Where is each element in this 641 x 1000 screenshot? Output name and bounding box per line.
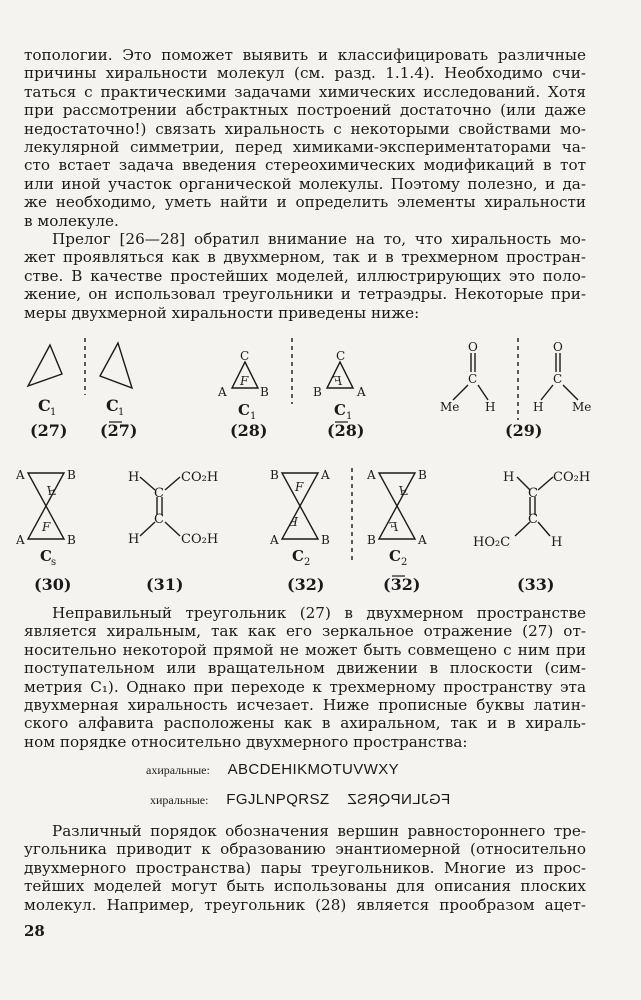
- text-line: лекулярной симметрии, перед химиками-экспериментаторами ча-: [24, 138, 586, 157]
- symmetry-sub: 1: [50, 407, 57, 418]
- atom-label: O: [553, 340, 563, 354]
- vertex-label: A: [357, 385, 366, 399]
- vertex-label: A: [367, 468, 376, 482]
- chiral-label: хиральные:: [150, 793, 209, 807]
- text-line: является хиральным, так как его зеркальное отражение (27) от-: [24, 622, 586, 641]
- vertex-label: B: [418, 468, 427, 482]
- text-line: поступательном или вращательном движении в плоскости (сим-: [24, 659, 586, 678]
- atom-label: C: [154, 486, 164, 501]
- compound-number: (29): [505, 421, 543, 440]
- symmetry-c1: C: [238, 401, 250, 419]
- atom-label: Me: [572, 400, 592, 414]
- letter-f-flipped: F: [47, 483, 56, 497]
- paragraph-4: [24, 822, 586, 914]
- achiral-label: ахиральные:: [146, 763, 210, 777]
- vertex-label: B: [321, 533, 330, 547]
- letter-f-rotated: F: [289, 514, 298, 528]
- atom-label: O: [468, 340, 478, 354]
- compound-number: (28): [230, 421, 268, 440]
- symmetry-sub: 1: [346, 411, 353, 422]
- compound-number: (32): [383, 575, 421, 594]
- text-line: жение, он использовал треугольники и тетраэдры. Некоторые при-: [24, 285, 586, 304]
- text-line: меры двухмерной хиральности приведены ниже:: [24, 303, 420, 322]
- atom-label: C: [528, 486, 538, 501]
- symmetry-sub: 2: [401, 557, 408, 568]
- text-line: стве. В качестве простейших моделей, иллюстрирующих это поло-: [24, 266, 586, 285]
- triangle-27: [28, 345, 62, 386]
- symmetry-c2: C: [292, 547, 304, 565]
- text-line: Различный порядок обозначения вершин равностороннего тре-: [52, 822, 586, 840]
- compound-number: (30): [34, 575, 72, 594]
- symmetry-cs: C: [40, 547, 52, 565]
- vertex-label: B: [270, 468, 279, 482]
- text-line: ном порядке относительно двухмерного пространства:: [24, 732, 468, 751]
- compound-number: (27): [30, 421, 68, 440]
- letter-f-mirrored: F: [389, 520, 398, 534]
- atom-label: H: [128, 532, 140, 547]
- atom-label: H: [533, 400, 544, 414]
- symmetry-c2: C: [389, 547, 401, 565]
- triangle-27-mirror: [100, 343, 132, 388]
- symmetry-sub: 1: [118, 407, 125, 418]
- vertex-label: B: [313, 385, 322, 399]
- atom-label: Me: [440, 400, 460, 414]
- vertex-label: B: [67, 468, 76, 482]
- letter-f: F: [240, 374, 249, 388]
- page-number: 28: [24, 922, 45, 940]
- text-line: угольника приводит к образованию энантиомерной (относительно: [24, 840, 586, 859]
- achiral-letters-row: [146, 761, 399, 778]
- text-line: сто встает задача введения стереохимических модификаций в тот: [24, 156, 586, 175]
- chiral-letters-mirrored: FGJLNPQRSZ: [347, 791, 451, 808]
- vertex-label: C: [240, 349, 250, 363]
- text-line: недостаточно!) связать хиральность с некоторыми свойствами мо-: [24, 119, 586, 138]
- atom-label: H: [551, 535, 563, 550]
- letter-f-mirrored: F: [333, 374, 342, 388]
- atom-label: H: [485, 400, 496, 414]
- text-line: жет проявляться как в двухмерном, так и в трехмерном простран-: [24, 248, 586, 267]
- symmetry-sub: 2: [304, 557, 311, 568]
- compound-number: (28): [327, 421, 365, 440]
- symmetry-sub: 1: [250, 411, 257, 422]
- text-line: таться с практическими задачами химических исследований. Хотя: [24, 82, 586, 101]
- vertex-label: A: [418, 533, 427, 547]
- vertex-label: B: [260, 385, 269, 399]
- symmetry-c1: C: [38, 396, 51, 415]
- vertex-label: B: [67, 533, 76, 547]
- symmetry-c1: C: [106, 396, 119, 415]
- atom-label: C: [468, 372, 478, 386]
- achiral-letters: ABCDEHIKMOTUVWXY: [227, 761, 400, 778]
- text-line: двухмерная хиральность исчезает. Ниже прописные буквы латин-: [24, 696, 586, 715]
- symmetry-c1: C: [334, 401, 346, 419]
- text-line: в молекуле.: [24, 211, 119, 230]
- atom-label: HO₂C: [473, 535, 511, 550]
- compound-number: (33): [517, 575, 555, 594]
- text-line: при рассмотрении абстрактных построений достаточно (или даже: [24, 101, 586, 120]
- paragraph-3: [24, 604, 586, 751]
- atom-label: C: [553, 372, 563, 386]
- text-line: носительно некоторой прямой не может быть совмещено с ним при: [24, 640, 586, 659]
- letter-f: F: [295, 480, 304, 494]
- symmetry-sub: s: [51, 557, 57, 568]
- atom-label: H: [128, 470, 140, 485]
- chiral-letters-row: [150, 791, 450, 808]
- atom-label: CO₂H: [181, 532, 219, 547]
- chiral-letters: FGJLNPQRSZ: [226, 791, 330, 808]
- letter-f-flipped: F: [399, 483, 408, 497]
- text-line: же необходимо, уметь найти и определить элементы хиральности: [24, 193, 586, 212]
- atom-label: H: [503, 470, 515, 485]
- compound-number: (27): [100, 421, 138, 440]
- vertex-label: A: [16, 468, 25, 482]
- atom-label: C: [154, 512, 164, 527]
- vertex-label: A: [218, 385, 227, 399]
- atom-label: CO₂H: [553, 470, 591, 485]
- atom-label: C: [528, 512, 538, 527]
- vertex-label: A: [270, 533, 279, 547]
- text-line: причины хиральности молекул (см. разд. 1.1.4). Необходимо счи-: [24, 64, 586, 83]
- text-line: молекул. Например, треугольник (28) является прообразом ацет-: [24, 895, 586, 914]
- text-line: метрия C₁). Однако при переходе к трехмерному пространству эта: [24, 677, 586, 696]
- vertex-label: A: [321, 468, 330, 482]
- compound-number: (31): [146, 575, 184, 594]
- text-line: или иной участок органической молекулы. Поэтому полезно, и да-: [24, 174, 586, 193]
- vertex-label: B: [367, 533, 376, 547]
- text-line: топологии. Это поможет выявить и классифицировать различные: [24, 46, 586, 64]
- vertex-label: A: [16, 533, 25, 547]
- text-line: Прелог [26—28] обратил внимание на то, что хиральность мо-: [52, 230, 586, 248]
- text-line: ского алфавита расположены как в ахиральном, так и в хираль-: [24, 714, 586, 733]
- text-line: тейших моделей могут быть использованы для описания плоских: [24, 877, 586, 896]
- text-line: Неправильный треугольник (27) в двухмерном пространстве: [52, 604, 586, 622]
- vertex-label: C: [336, 349, 346, 363]
- compound-number: (32): [287, 575, 325, 594]
- atom-label: CO₂H: [181, 470, 219, 485]
- text-line: двухмерного пространства) пары треугольников. Многие из прос-: [24, 858, 586, 877]
- letter-f: F: [42, 520, 51, 534]
